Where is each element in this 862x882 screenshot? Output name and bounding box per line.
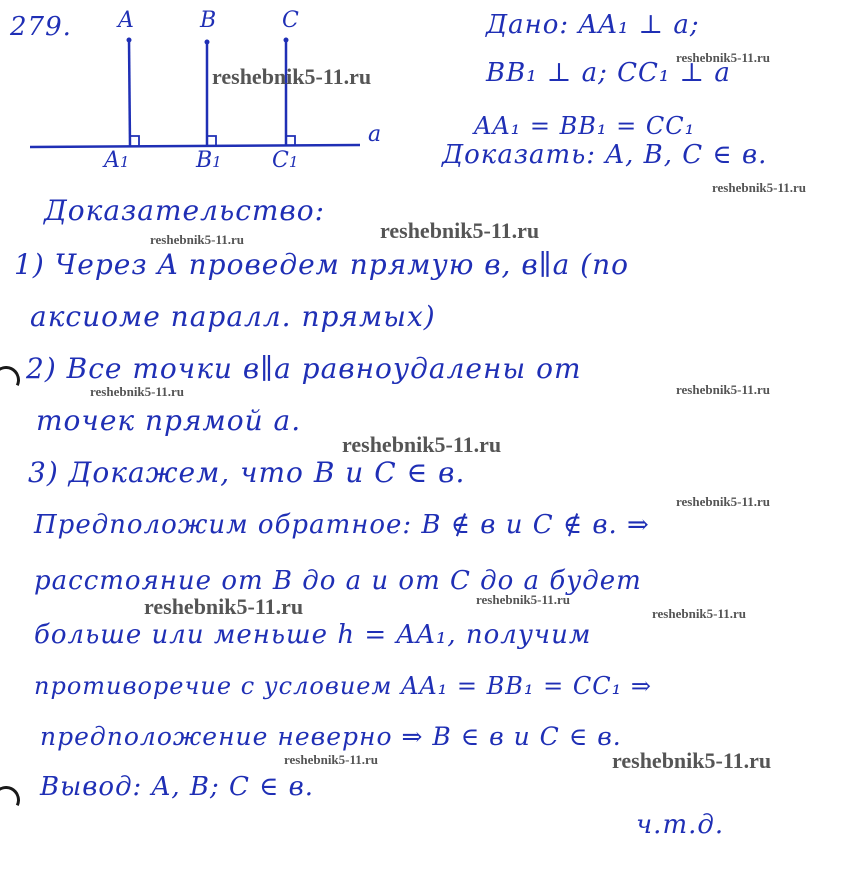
label-line-a: a	[368, 122, 382, 147]
given-line-2: BB₁ ⊥ a; CC₁ ⊥ a	[486, 58, 731, 88]
watermark: reshebnik5-11.ru	[476, 592, 571, 607]
watermark: reshebnik5-11.ru	[676, 494, 771, 509]
right-angle-mark	[130, 136, 139, 146]
proof-line: расстояние от B до a и от C до a будет	[34, 566, 642, 596]
proof-heading: Доказательство:	[44, 194, 326, 227]
watermark: reshebnik5-11.ru	[712, 180, 807, 195]
label-c: C	[282, 8, 299, 33]
watermark: reshebnik5-11.ru	[342, 432, 502, 457]
proof-line: 1) Через A проведем прямую в, в∥a (по	[14, 248, 629, 281]
watermark: reshebnik5-11.ru	[284, 752, 379, 767]
proof-conclusion: Вывод: A, B; C ∈ в.	[40, 772, 315, 802]
line-a	[30, 145, 360, 147]
right-angle-mark	[207, 136, 216, 146]
proof-line: противоречие с условием AA₁ = BB₁ = CC₁ ⇒	[34, 672, 653, 700]
watermark: reshebnik5-11.ru	[212, 64, 372, 89]
proof-line: 2) Все точки в∥a равноудалены от	[26, 352, 582, 385]
proof-line: больше или меньше h = AA₁, получим	[34, 620, 592, 650]
given-line-1: Дано: AA₁ ⊥ a;	[486, 10, 700, 40]
proof-line: Предположим обратное: B ∉ в и C ∉ в. ⇒	[34, 510, 650, 540]
proof-line: предположение неверно ⇒ B ∈ в и C ∈ в.	[40, 722, 622, 751]
watermark: reshebnik5-11.ru	[612, 748, 772, 773]
label-b1: B1	[196, 148, 222, 173]
point-c	[284, 38, 289, 43]
qed-mark: ч.т.д.	[636, 810, 725, 840]
label-c1: C1	[272, 148, 299, 173]
watermark: reshebnik5-11.ru	[150, 232, 245, 247]
problem-number: 279.	[10, 12, 72, 42]
point-b	[205, 40, 210, 45]
watermark: reshebnik5-11.ru	[676, 382, 771, 397]
proof-line: 3) Докажем, что B и C ∈ в.	[28, 456, 466, 489]
label-b: B	[200, 8, 217, 33]
given-line-3: AA₁ = BB₁ = CC₁	[474, 112, 696, 140]
watermark: reshebnik5-11.ru	[652, 606, 747, 621]
watermark: reshebnik5-11.ru	[144, 594, 304, 619]
watermark: reshebnik5-11.ru	[90, 384, 185, 399]
proof-line: аксиоме паралл. прямых)	[30, 300, 436, 333]
label-a1: A1	[104, 148, 130, 173]
segment-aa1	[129, 40, 130, 146]
watermark: reshebnik5-11.ru	[380, 218, 540, 243]
proof-line: точек прямой a.	[36, 404, 302, 437]
label-a: A	[118, 8, 134, 33]
point-a	[127, 38, 132, 43]
watermark: reshebnik5-11.ru	[676, 50, 771, 65]
prove-statement: Доказать: A, B, C ∈ в.	[442, 140, 768, 170]
